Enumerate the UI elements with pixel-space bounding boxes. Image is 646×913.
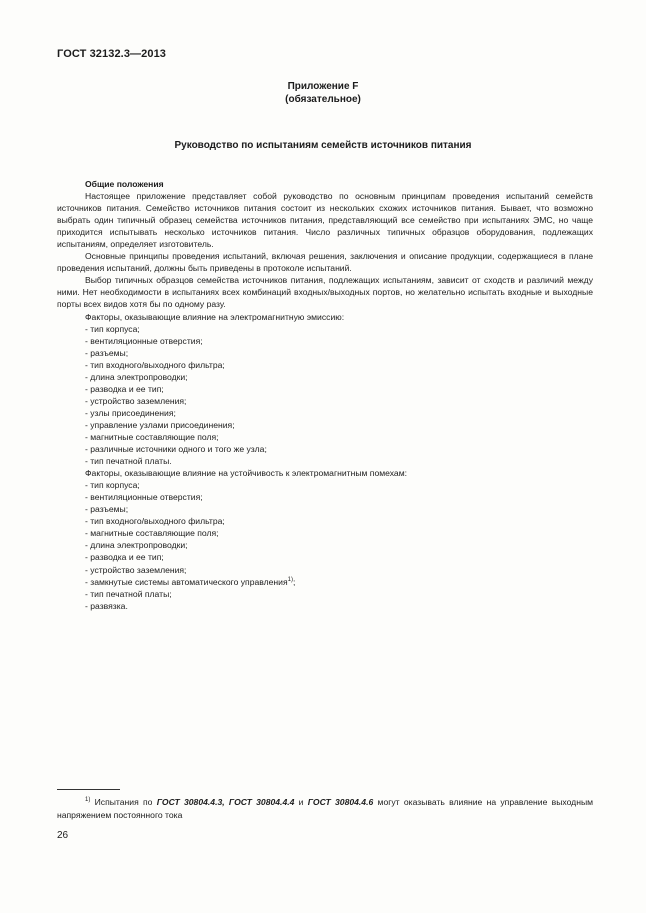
list-item-text: замкнутые системы автоматического управления [90,576,288,587]
list-item: - вентиляционные отверстия; [57,335,593,347]
list-item: - магнитные составляющие поля; [57,527,593,539]
list-item: - длина электропроводки; [57,371,593,383]
list-item: - вентиляционные отверстия; [57,491,593,503]
list-item: - развязка. [57,600,593,612]
footnote-divider [57,789,120,790]
list-item: - длина электропроводки; [57,539,593,551]
footnote [57,796,593,821]
list-item: - тип печатной платы; [57,588,593,600]
emission-factors-intro: Факторы, оказывающие влияние на электромагнитную эмиссию: [85,311,345,322]
paragraph: Выбор типичных образцов семейства источников питания, подлежащих испытаниям, зависит от сходств и различий между ними. Нет необходимости в испытаниях всех комбинаций входных/выходных портов, но желательно испытать входные и выходные порты всех видов хотя бы по одному разу. [57,275,593,310]
list-item: - разводка и ее тип; [57,383,593,395]
footnote-conjunction: и [298,797,304,807]
appendix-heading [0,80,646,106]
list-item-suffix: ; [292,576,296,587]
standard-ref: ГОСТ 30804.4.4 [228,797,295,807]
list-item: - устройство заземления; [57,395,593,407]
list-item: - разъемы; [57,347,593,359]
paragraph: Основные принципы проведения испытаний, включая решения, заключения и описание продукции, содержащиеся в плане проведения испытаний, должны быть приведены в протоколе испытаний. [57,251,593,274]
document-code: ГОСТ 32132.3—2013 [57,48,167,60]
list-item: - тип корпуса; [57,323,593,335]
page-number: 26 [57,830,69,841]
emission-factors-list [57,323,593,468]
list-item: - устройство заземления; [57,564,593,576]
list-item: - тип входного/выходного фильтра; [57,359,593,371]
footnote-text [57,796,593,821]
immunity-factors-intro: Факторы, оказывающие влияние на устойчивость к электромагнитным помехам: [85,468,408,479]
list-item: - разводка и ее тип; [57,551,593,563]
list-item: - тип корпуса; [57,479,593,491]
list-item: - различные источники одного и того же узла; [57,443,593,455]
standard-ref: ГОСТ 30804.4.6 [307,797,374,807]
list-item: - тип печатной платы. [57,455,593,467]
section-heading: Общие положения [85,179,164,189]
immunity-factors-list [57,479,593,612]
standard-ref: ГОСТ 30804.4.3, [156,797,225,807]
list-item: - управление узлами присоединения; [57,419,593,431]
footnote-tail: могут оказывать влияние на управление выходным напряжением постоянного тока [57,797,594,820]
footnote-reference[interactable]: 1) [287,576,293,583]
footnote-lead: Испытания по [94,797,153,807]
list-item: - тип входного/выходного фильтра; [57,515,593,527]
list-item: - разъемы; [57,503,593,515]
appendix-title: Руководство по испытаниям семейств источников питания [174,140,472,151]
appendix-label: Приложение F [287,81,359,92]
appendix-status: (обязательное) [285,94,361,105]
paragraph: Настоящее приложение представляет собой руководство по основным принципам проведения испытаний семейств источников питания. Семейство источников питания состоит из нескольких схожих источников питания. Бывает, что возможно выбрать один типичный образец семейства источников питания, представляющий все семейство при испытаниях ЭМС, но чаще приходится испытывать несколько источников питания. Число различных типичных образцов оборудования, подлежащих испытаниям, определяет изготовитель. [57,191,593,250]
list-item: - узлы присоединения; [57,407,593,419]
list-item: - магнитные составляющие поля; [57,431,593,443]
list-item-with-footnote-ref [57,576,593,588]
appendix-body [57,178,593,612]
footnote-marker: 1) [85,797,91,804]
